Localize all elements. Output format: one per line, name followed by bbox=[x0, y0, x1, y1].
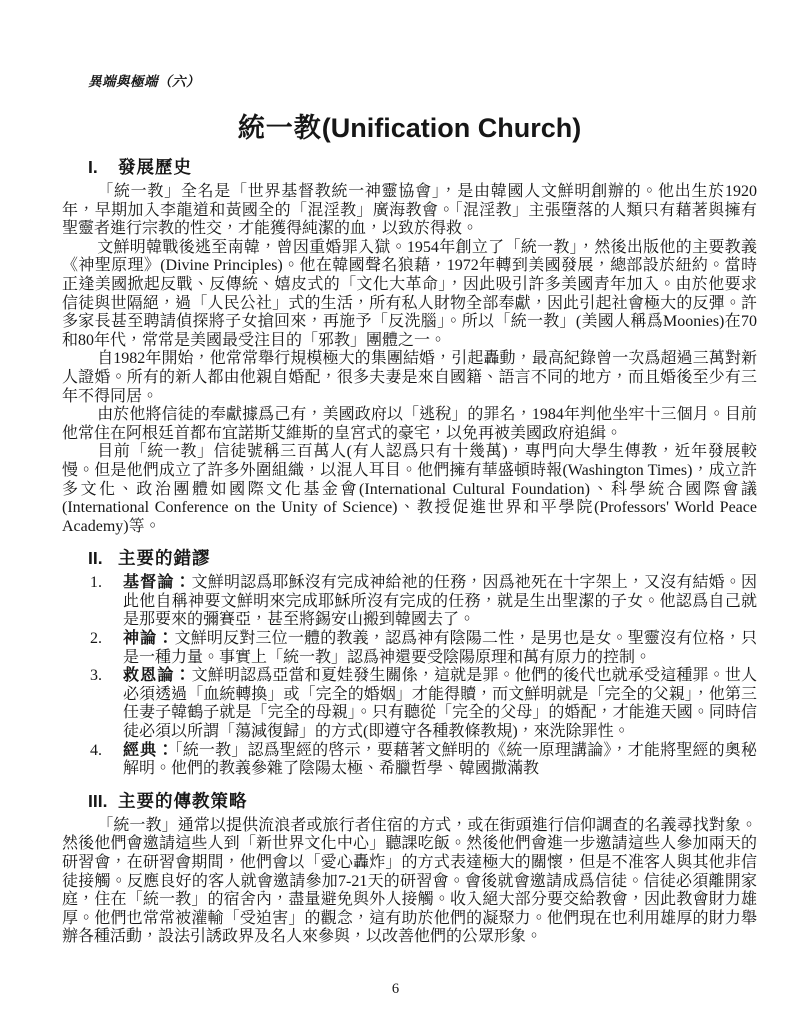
page-title-chinese: 統一教 bbox=[237, 113, 322, 143]
list-item-body bbox=[123, 667, 757, 741]
section-heading bbox=[88, 154, 757, 179]
paragraph: 文鮮明韓戰後逃至南韓，曾因重婚罪入獄。1954年創立了「統一教」，然後出版他的主要教義《神聖原理》(Divine Principles)。他在韓國聲名狼藉，1972年轉到美國發展，總部設於紐約。當時正逢美國掀起反戰、反傳統、嬉皮式的「文化大革命」，因此吸引許多美國青年加入。由於他要求信徒與世隔絕，過「人民公社」式的生活，所有私人財物全部奉獻，因此引起社會極大的反彈。許多家長甚至聘請偵探將子女搶回來，再施予「反洗腦」。所以「統一教」(美國人稱爲Moonies)在70和80年代，常常是美國最受注目的「邪教」團體之一。 bbox=[62, 238, 757, 349]
list-item bbox=[90, 667, 757, 741]
section-number: III. bbox=[88, 790, 108, 811]
list-item-body bbox=[123, 574, 757, 630]
page-title bbox=[62, 106, 757, 145]
list-item-label: 基督論： bbox=[123, 574, 192, 592]
list-item-body bbox=[123, 630, 757, 667]
numbered-list bbox=[90, 574, 757, 779]
paragraph: 目前「統一教」信徒號稱三百萬人(有人認爲只有十幾萬)，專門向大學生傳教，近年發展較慢。但是他們成立了許多外圍組織，以混人耳目。他們擁有華盛頓時報(Washington Times)，成立許多文化、政治團體如國際文化基金會(International Cultural Foundation)、科學統合國際會議(International Conference on the Unity of Science)、教授促進世界和平學院(Professors' World Peace Academy)等。 bbox=[62, 443, 757, 535]
list-item-text: 文鮮明反對三位一體的教義，認爲神有陰陽二性，是男也是女。聖靈沒有位格，只是一種力量。事實上「統一教」認爲神還要受陰陽原理和萬有原力的控制。 bbox=[123, 630, 757, 666]
section-heading-label: 主要的傳教策略 bbox=[118, 790, 248, 811]
paragraph: 「統一教」全名是「世界基督教統一神靈協會」，是由韓國人文鮮明創辦的。他出生於1920年，早期加入李龍道和黃國全的「混淫教」廣海教會。「混淫教」主張墮落的人類只有藉著與擁有聖靈者進行宗教的性交，才能獲得純潔的血，以致於得救。 bbox=[62, 183, 757, 238]
list-item-number: 2. bbox=[90, 630, 102, 648]
list-item-number: 3. bbox=[90, 667, 102, 685]
list-item-label: 經典： bbox=[123, 741, 175, 759]
list-item-number: 4. bbox=[90, 741, 102, 759]
list-item-label: 神論： bbox=[123, 630, 175, 648]
section-number: II. bbox=[88, 548, 103, 569]
list-item-text: 「統一教」認爲聖經的啓示，要藉著文鮮明的《統一原理講論》，才能將聖經的奧秘解明。他們的教義參雜了陰陽太極、希臘哲學、韓國撒滿教 bbox=[123, 741, 757, 778]
section-history bbox=[62, 154, 757, 536]
section-heading-label: 主要的錯謬 bbox=[118, 548, 211, 569]
paragraph: 由於他將信徒的奉獻據爲己有，美國政府以「逃稅」的罪名，1984年判他坐牢十三個月。目前他常住在阿根廷首都布宜諾斯艾維斯的皇宮式的豪宅，以免再被美國政府追緝。 bbox=[62, 406, 757, 442]
list-item bbox=[90, 630, 757, 667]
list-item-text: 文鮮明認爲耶穌沒有完成神給祂的任務，因爲祂死在十字架上，又沒有結婚。因此他自稱神要文鮮明來完成耶穌所沒有完成的任務，就是生出聖潔的子女。他認爲自己就是那要來的彌賽亞，甚至將錫安山搬到韓國去了。 bbox=[123, 574, 757, 629]
list-item bbox=[90, 742, 757, 779]
list-item-number: 1. bbox=[90, 574, 102, 592]
list-item-label: 救恩論： bbox=[123, 667, 192, 685]
list-item-text: 文鮮明認爲亞當和夏娃發生關係，這就是罪。他們的後代也就承受這種罪。世人必須透過「血統轉換」或「完全的婚姻」才能得贖，而文鮮明就是「完全的父親」，他第三任妻子韓鶴子就是「完全的母親」。只有聽從「完全的父母」的婚配，才能進天國。同時信徒必須以所謂「蕩減復歸」的方式(即遵守各種教條教規)，來洗除罪性。 bbox=[123, 667, 757, 741]
running-header: 異端與極端（六） bbox=[88, 74, 200, 89]
page-number: 6 bbox=[391, 981, 400, 997]
list-item-body bbox=[123, 742, 757, 779]
paragraph: 「統一教」通常以提供流浪者或旅行者住宿的方式，或在街頭進行信仰調查的名義尋找對象。然後他們會邀請這些人到「新世界文化中心」聽課吃飯。然後他們會進一步邀請這些人參加兩天的研習會，在研習會期間，他們會以「愛心轟炸」的方式表達極大的關懷，但是不准客人與其他非信徒接觸。反應良好的客人就會邀請參加7-21天的研習會。會後就會邀請成爲信徒。信徒必須離開家庭，住在「統一教」的宿舍內，盡量避免與外人接觸。收入絕大部分要交給教會，因此教會財力雄厚。他們也常常被灌輸「受迫害」的觀念，這有助於他們的凝聚力。他們現在也利用雄厚的財力舉辦各種活動，設法引誘政界及名人來參與，以改善他們的公眾形象。 bbox=[62, 816, 757, 946]
section-errors bbox=[62, 545, 757, 779]
section-heading bbox=[88, 545, 757, 570]
list-item bbox=[90, 574, 757, 630]
page-title-english: (Unification Church) bbox=[321, 113, 582, 143]
section-heading bbox=[88, 788, 757, 813]
paragraph: 自1982年開始，他常常舉行規模極大的集團結婚，引起轟動，最高紀錄曾一次爲超過三萬對新人證婚。所有的新人都由他親自婚配，很多夫妻是來自國籍、語言不同的地方，而且婚後至少有三年不得同居。 bbox=[62, 350, 757, 405]
section-heading-label: 發展歷史 bbox=[118, 157, 192, 177]
section-strategy bbox=[62, 788, 757, 947]
section-number: I. bbox=[88, 157, 98, 177]
